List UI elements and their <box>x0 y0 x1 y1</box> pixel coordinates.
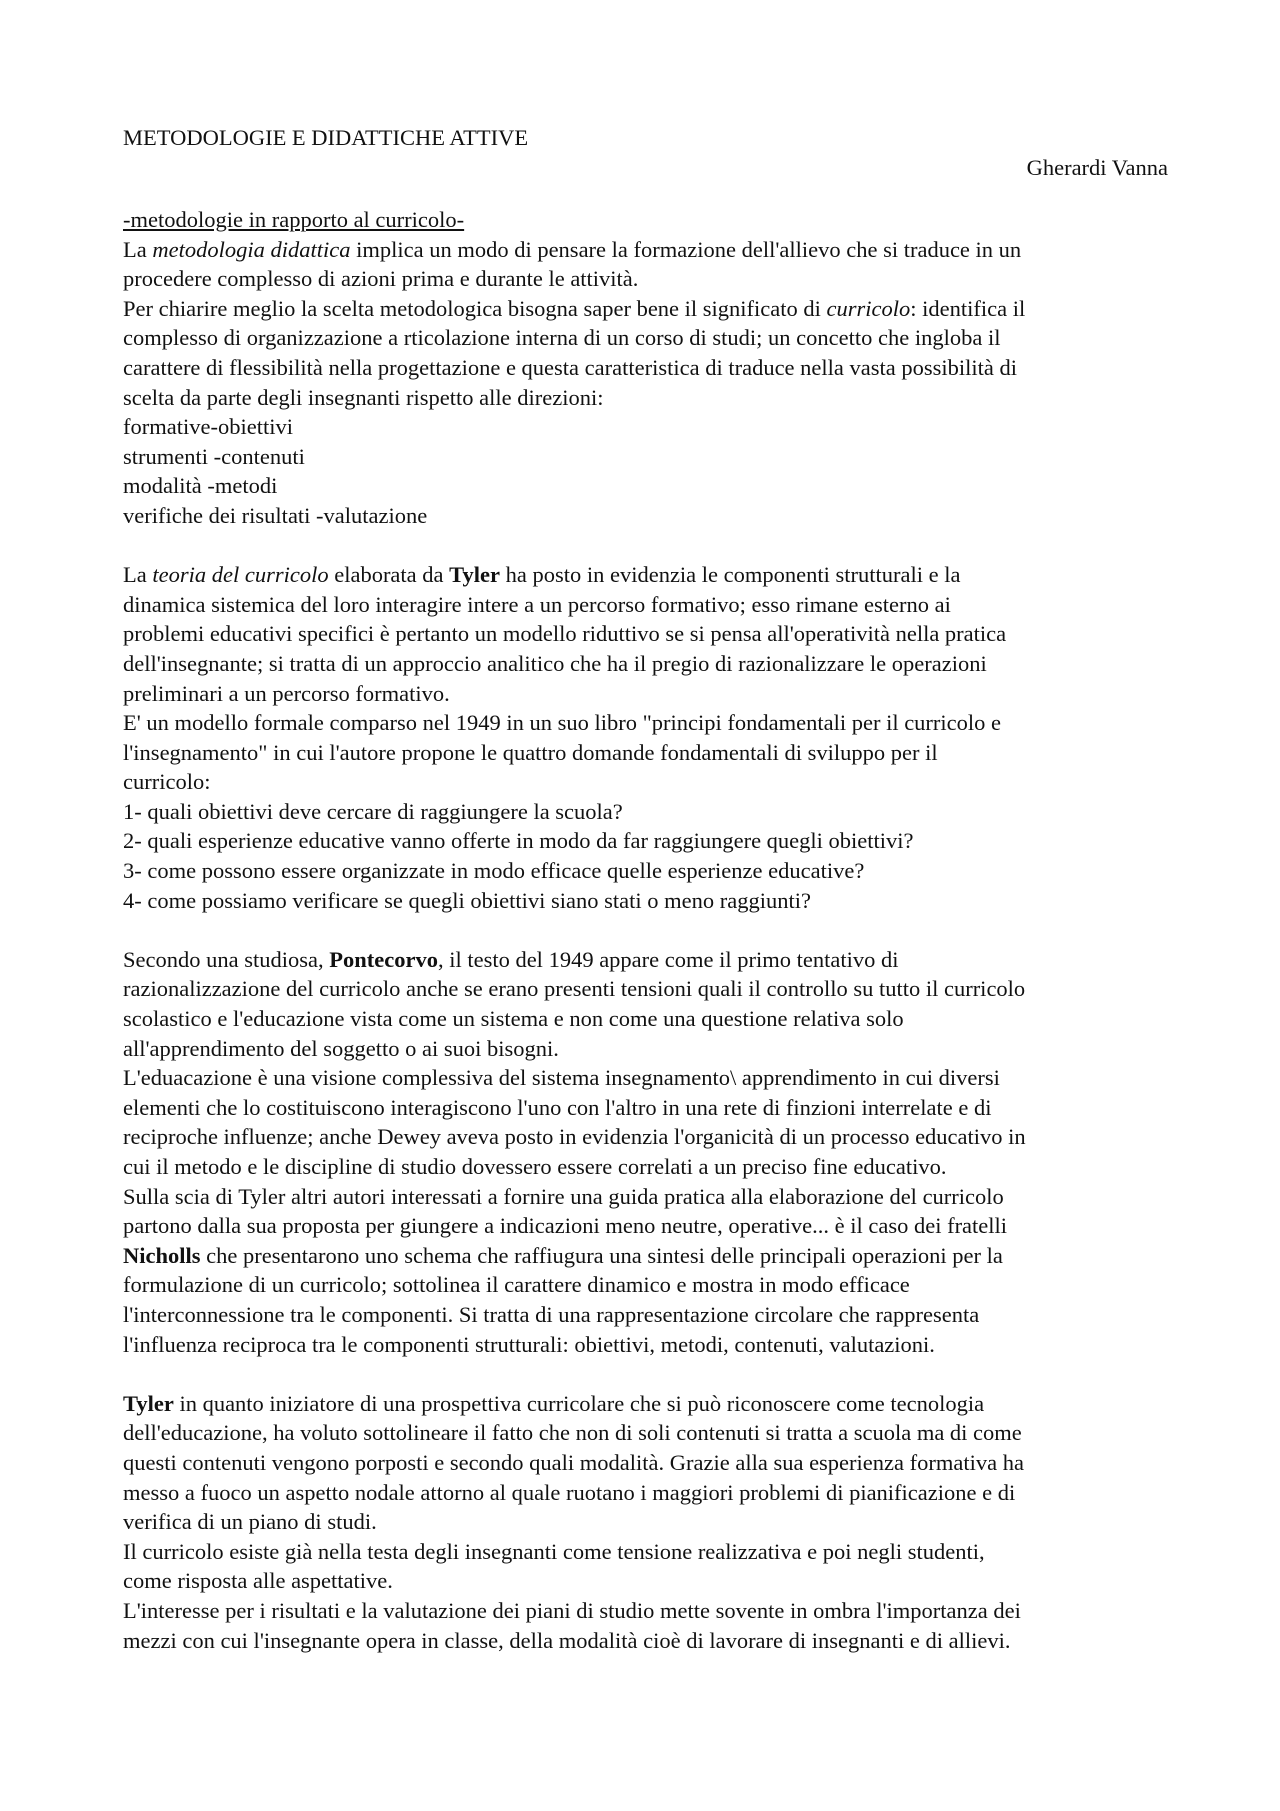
text-line: L'interesse per i risultati e la valutazione dei piani di studio mette sovente in ombra l'importanza dei <box>123 1597 1021 1623</box>
text-line: carattere di flessibilità nella progettazione e questa caratteristica di traduce nella vasta possibilità di <box>123 354 1018 380</box>
text-line: problemi educativi specifici è pertanto un modello riduttivo se si pensa all'operatività nella pratica <box>123 621 1007 647</box>
text-line: E' un modello formale comparso nel 1949 in un suo libro "principi fondamentali per il curricolo e <box>123 710 1002 736</box>
document-author: Gherardi Vanna <box>1026 155 1168 180</box>
text-line: partono dalla sua proposta per giungere a indicazioni meno neutre, operative... è il caso dei fratelli <box>123 1213 1008 1239</box>
question-item: 2- quali esperienze educative vanno offerte in modo da far raggiungere quegli obiettivi? <box>123 828 914 854</box>
text-span: ha posto in evidenzia le componenti strutturali e la <box>499 562 961 588</box>
section-tyler-theory <box>123 560 1168 915</box>
text-line: complesso di organizzazione a rticolazione interna di un corso di studi; un concetto che ingloba il <box>123 325 1001 351</box>
text-line: scolastico e l'educazione vista come un sistema e non come una questione relativa solo <box>123 1006 904 1032</box>
text-line <box>123 294 1168 324</box>
text-line: mezzi con cui l'insegnante opera in classe, della modalità cioè di lavorare di insegnanti e di allievi. <box>123 1627 1011 1653</box>
italic-term: teoria del curricolo <box>152 562 329 588</box>
section-curricolo <box>123 205 1168 531</box>
question-item: 3- come possono essere organizzate in modo efficace quelle esperienze educative? <box>123 858 865 884</box>
text-span: che presentarono uno schema che raffiugura una sintesi delle principali operazioni per la <box>200 1242 1003 1268</box>
text-line: procedere complesso di azioni prima e durante le attività. <box>123 266 639 292</box>
text-line: razionalizzazione del curricolo anche se erano presenti tensioni quali il controllo su tutto il curricolo <box>123 976 1026 1002</box>
text-line: all'apprendimento del soggetto o ai suoi bisogni. <box>123 1035 559 1061</box>
text-line: l'influenza reciproca tra le componenti strutturali: obiettivi, metodi, contenuti, valutazioni. <box>123 1331 935 1357</box>
text-line: curricolo: <box>123 769 211 795</box>
list-item: formative-obiettivi <box>123 414 293 440</box>
text-span: elaborata da <box>328 562 450 588</box>
italic-term: metodologia didattica <box>152 236 351 262</box>
paragraph-spacer <box>123 915 1168 945</box>
text-line: dell'educazione, ha voluto sottolineare il fatto che non di soli contenuti si tratta a scuola ma di come <box>123 1420 1022 1446</box>
text-line: Il curricolo esiste già nella testa degli insegnanti come tensione realizzativa e poi negli studenti, <box>123 1538 985 1564</box>
paragraph-spacer <box>123 1359 1168 1389</box>
text-span: in quanto iniziatore di una prospettiva curricolare che si può riconoscere come tecnologia <box>173 1390 985 1416</box>
list-item: verifiche dei risultati -valutazione <box>123 502 428 528</box>
text-line: l'interconnessione tra le componenti. Si tratta di una rappresentazione circolare che rappresenta <box>123 1301 980 1327</box>
bold-name: Tyler <box>449 562 500 588</box>
text-line: messo a fuoco un aspetto nodale attorno al quale ruotano i maggiori problemi di pianificazione e di <box>123 1479 1016 1505</box>
text-line <box>123 1389 1168 1419</box>
text-line: reciproche influenze; anche Dewey aveva posto in evidenzia l'organicità di un processo educativo in <box>123 1124 1026 1150</box>
paragraph-spacer <box>123 531 1168 561</box>
text-span: implica un modo di pensare la formazione dell'allievo che si traduce in un <box>350 236 1022 262</box>
document-title: METODOLOGIE E DIDATTICHE ATTIVE <box>123 125 529 150</box>
text-line: verifica di un piano di studi. <box>123 1509 377 1535</box>
text-span: La <box>123 236 153 262</box>
text-line: questi contenuti vengono porposti e secondo quali modalità. Grazie alla sua esperienza formativa ha <box>123 1449 1024 1475</box>
text-line <box>123 235 1168 265</box>
italic-term: curricolo <box>826 295 911 321</box>
list-item: modalità -metodi <box>123 473 278 499</box>
text-span: Per chiarire meglio la scelta metodologica bisogna saper bene il significato di <box>123 295 827 321</box>
text-span: : identifica il <box>910 295 1026 321</box>
text-line: preliminari a un percorso formativo. <box>123 680 450 706</box>
text-span: , il testo del 1949 appare come il primo tentativo di <box>437 946 899 972</box>
text-line: come risposta alle aspettative. <box>123 1568 393 1594</box>
text-line: Sulla scia di Tyler altri autori interessati a fornire una guida pratica alla elaborazione del curricolo <box>123 1183 1004 1209</box>
bold-name: Tyler <box>123 1390 174 1416</box>
section-pontecorvo <box>123 945 1168 1359</box>
text-line: l'insegnamento" in cui l'autore propone le quattro domande fondamentali di sviluppo per il <box>123 739 938 765</box>
text-line: scelta da parte degli insegnanti rispetto alle direzioni: <box>123 384 604 410</box>
text-line <box>123 1241 1168 1271</box>
section-tyler-technology <box>123 1389 1168 1655</box>
text-line <box>123 560 1168 590</box>
question-item: 1- quali obiettivi deve cercare di raggiungere la scuola? <box>123 798 623 824</box>
list-item: strumenti -contenuti <box>123 443 305 469</box>
text-line: L'eduacazione è una visione complessiva del sistema insegnamento\ apprendimento in cui diversi <box>123 1065 1000 1091</box>
text-span: Secondo una studiosa, <box>123 946 330 972</box>
document-body <box>123 123 1168 1655</box>
bold-name: Pontecorvo <box>329 946 438 972</box>
text-line <box>123 945 1168 975</box>
text-line: formulazione di un curricolo; sottolinea il carattere dinamico e mostra in modo efficace <box>123 1272 910 1298</box>
bold-name: Nicholls <box>123 1242 201 1268</box>
text-line: dell'insegnante; si tratta di un approccio analitico che ha il pregio di razionalizzare le operazioni <box>123 650 987 676</box>
section-heading: -metodologie in rapporto al curricolo- <box>123 207 465 232</box>
text-span: La <box>123 562 153 588</box>
question-item: 4- come possiamo verificare se quegli obiettivi siano stati o meno raggiunti? <box>123 887 811 913</box>
text-line: cui il metodo e le discipline di studio dovessero essere correlati a un preciso fine educativo. <box>123 1154 947 1179</box>
text-line: elementi che lo costituiscono interagiscono l'uno con l'altro in una rete di finzioni interrelate e di <box>123 1094 992 1120</box>
text-line: dinamica sistemica del loro interagire intere a un percorso formativo; esso rimane esterno ai <box>123 591 951 617</box>
